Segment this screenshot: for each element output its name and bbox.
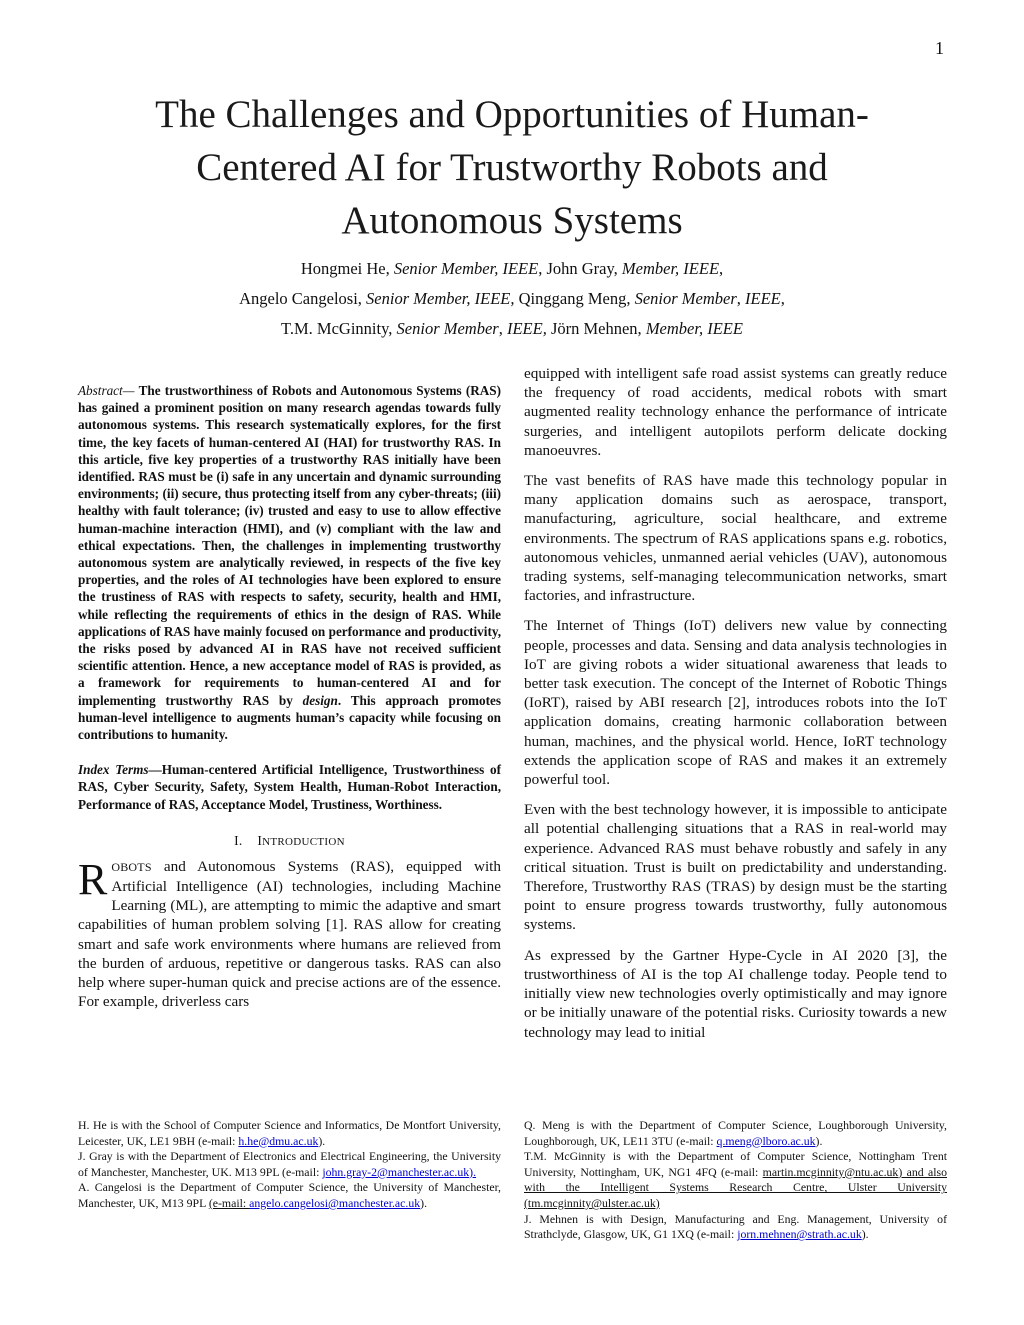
abstract-label: Abstract — [78, 383, 123, 398]
author-meng: Qinggang Meng, — [514, 289, 635, 308]
right-column — [524, 364, 947, 1053]
body-paragraph-1: equipped with intelligent safe road assist systems can greatly reduce the frequency of road accidents, medical robots with smart augmented reality technology enhance the performance of intricate surgeries, and intelligent autopilots perform delicate docking manoeuvres. — [524, 365, 947, 459]
index-terms-dash: — — [148, 762, 162, 778]
author-rank: Senior Member — [634, 289, 737, 308]
author-line-2 — [80, 284, 944, 314]
author-mcginnity: T.M. McGinnity, — [281, 319, 397, 338]
author-line-3 — [80, 314, 944, 344]
page-number: 1 — [935, 38, 944, 58]
author-rank: Member, IEEE — [621, 259, 720, 278]
abstract-text-end: . This approach promotes human-level intelligence to augments human’s capacity while focusing on contributions to humanity. — [78, 692, 501, 743]
body-paragraph-2: The vast benefits of RAS have made this technology popular in many application domains such as aerospace, transport, manufacturing, agriculture, social healthcare, and extreme environments. The spectrum of RAS applications spans e.g. robotics, autonomous vehicles, unmanned aerial vehicles (UAV), autonomous trading systems, self-managing telecommunication networks, smart factories, and infrastructure. — [524, 472, 947, 605]
author-rank: Senior Member, IEEE — [393, 259, 539, 278]
footnote-meng — [524, 1118, 947, 1149]
footnotes-left — [78, 1118, 501, 1212]
footnote-end: ). — [861, 1227, 869, 1242]
footnotes-right — [524, 1118, 947, 1243]
title-line-3: Autonomous Systems — [341, 199, 683, 242]
author-rank: Senior Member — [396, 319, 499, 338]
author-sep: , — [719, 259, 724, 278]
footnote-email-prefix: (e-mail: — [208, 1195, 250, 1210]
footnote-end: ). — [318, 1133, 326, 1148]
author-list — [80, 254, 944, 344]
footnote-gray — [78, 1149, 501, 1180]
abstract-design-word: design — [302, 692, 338, 708]
left-column — [78, 382, 501, 1012]
author-rank: Member, IEEE — [645, 319, 743, 338]
section-title-initial: I — [257, 832, 263, 848]
footnote-text: J. Mehnen is with Design, Manufacturing and Eng. Management, University of Strathclyde, Glasgow, UK, G1 1XQ (e-mail: — [524, 1211, 947, 1242]
index-terms-text: Human-centered Artificial Intelligence, Trustworthiness of RAS, Cyber Security, Safety, System Health, Human-Robot Interaction, Performance of RAS, Acceptance Model, Trustiness, Worthiness. — [78, 762, 501, 812]
drop-cap: R — [78, 854, 108, 904]
author-he: Hongmei He, — [300, 259, 394, 278]
section-heading-introduction — [78, 833, 501, 849]
author-rank: IEEE — [745, 289, 781, 308]
author-sep: , — [780, 289, 785, 308]
body-paragraph-3: The Internet of Things (IoT) delivers new value by connecting people, processes and data. Sensing and data analysis technologies in IoT are giving robots a wider situational awareness that leads to better task execution. The concept of the Internet of Robotic Things (IoRT), raised by ABI research [2], introduces robots into the IoT application domains, creating harmonic collaboration between human, machines, and the physical world. Hence, IoRT technology extends the application scope of RAS and makes it an extremely powerful tool. — [524, 617, 947, 789]
section-numeral: I. — [234, 832, 243, 848]
footnote-text: J. Gray is with the Department of Electronics and Electrical Engineering, the University of Manchester, Manchester, UK. M13 9PL (e-mail: — [78, 1149, 501, 1179]
footnote-mcginnity — [524, 1149, 947, 1211]
intro-smallcaps: OBOTS — [111, 859, 152, 874]
intro-text: and Autonomous Systems (RAS), equipped with Artificial Intelligence (AI) technologies, including Machine Learning (ML), are attempting to mimic the adaptive and smart capabilities of human problem solving [1]. RAS allow for creating smart and safe work environments where humans are relieved from the burden of arduous, repetitive or dangerous tasks. RAS can also help where super-human quick and precise actions are of the essence. For example, driverless cars — [78, 857, 501, 1011]
abstract-dash: — — [122, 383, 139, 398]
footnote-text: T.M. McGinnity is with the Department of Computer Science, Nottingham Trent University, Nottingham, UK, NG1 4FQ (e-mail: — [524, 1149, 947, 1179]
email-link[interactable]: h.he@dmu.ac.uk — [238, 1133, 319, 1148]
intro-paragraph — [78, 854, 501, 1012]
author-mehnen: Jörn Mehnen, — [546, 319, 646, 338]
footnote-end: ). — [420, 1195, 428, 1210]
footnote-cangelosi — [78, 1180, 501, 1211]
footnote-text: H. He is with the School of Computer Science and Informatics, De Montfort University, Leicester, UK, LE1 9BH (e-mail: — [78, 1118, 501, 1148]
author-rank: IEEE, — [506, 319, 547, 338]
body-paragraph-4: Even with the best technology however, it is impossible to anticipate all potential challenging situations that a RAS in real-world may experience. Advanced RAS must behave robustly and safely in any critical situation. Trust is built on predictability and understanding. Therefore, Trustworthy RAS (TRAS) by design must be the starting point to ensure progress towards trustworthy, fully autonomous systems. — [524, 801, 947, 934]
footnote-end: ). — [815, 1133, 823, 1148]
footnote-text: A. Cangelosi is the Department of Computer Science, the University of Manchester, Manchester, UK, M13 9PL — [78, 1180, 501, 1210]
author-gray: , John Gray, — [538, 259, 622, 278]
author-rank: Senior Member, IEEE, — [366, 289, 515, 308]
title-line-2: Centered AI for Trustworthy Robots and — [196, 146, 828, 189]
footnote-text: Q. Meng is with the Department of Computer Science, Loughborough University, Loughborough, UK, LE11 3TU (e-mail: — [524, 1118, 947, 1148]
body-paragraph-5: As expressed by the Gartner Hype-Cycle in AI 2020 [3], the trustworthiness of AI is the top AI challenge today. People tend to initially view new technologies overly optimistically and may ignore or be initially unaware of the potential risks. Curiosity towards a new technology may lead to initial — [524, 946, 947, 1041]
index-terms — [78, 761, 501, 813]
email-link[interactable]: john.gray-2@manchester.ac.uk — [322, 1164, 470, 1179]
email-link[interactable]: angelo.cangelosi@manchester.ac.uk — [249, 1195, 421, 1210]
email-link[interactable]: q.meng@lboro.ac.uk — [716, 1133, 816, 1148]
paper-title — [100, 88, 924, 247]
abstract — [78, 382, 501, 743]
section-title-rest: NTRODUCTION — [262, 835, 345, 848]
abstract-text: The trustworthiness of Robots and Autonomous Systems (RAS) has gained a prominent position on many research agendas towards fully autonomous systems. This research systematically explores, for the first time, the key facets of human-centered AI (HAI) for trustworthy RAS. In this article, five key properties of a trustworthy RAS initially have been identified. RAS must be (i) safe in any uncertain and dynamic surrounding environments; (ii) secure, thus protecting itself from any cyber-threats; (iii) healthy with fault tolerance; (iv) trusted and easy to use to allow effective human-machine interaction (HMI), and (v) compliant with the law and ethical expectations. Then, the challenges in implementing trustworthy autonomous system are analytically reviewed, in respects of the five key properties, and the roles of AI technologies have been explored to ensure the trustiness of RAS with respects to safety, security, health and HMI, while reflecting the requirements of ethics in the design of RAS. While applications of RAS have mainly focused on performance and productivity, the risks posed by advanced AI in RAS have not received sufficient scientific attention. Hence, a new acceptance model of RAS is provided, as a framework for requirements to human-centered AI and for implementing trustworthy RAS by — [78, 383, 501, 708]
author-line-1 — [80, 254, 944, 284]
footnote-mehnen — [524, 1212, 947, 1243]
title-line-1: The Challenges and Opportunities of Human- — [155, 93, 869, 136]
email-link[interactable]: jorn.mehnen@strath.ac.uk — [737, 1227, 862, 1242]
author-sep: , — [498, 319, 507, 338]
author-cangelosi: Angelo Cangelosi, — [239, 289, 367, 308]
footnote-he — [78, 1118, 501, 1149]
index-terms-label: Index Terms — [78, 762, 149, 778]
footnote-end: ). — [469, 1164, 477, 1179]
author-sep: , — [736, 289, 746, 308]
footnote-underlined-contact[interactable]: martin.mcginnity@ntu.ac.uk) and also with the Intelligent Systems Research Centre, Ulster University (tm.mcginnity@ulster.ac.uk) — [524, 1164, 947, 1210]
